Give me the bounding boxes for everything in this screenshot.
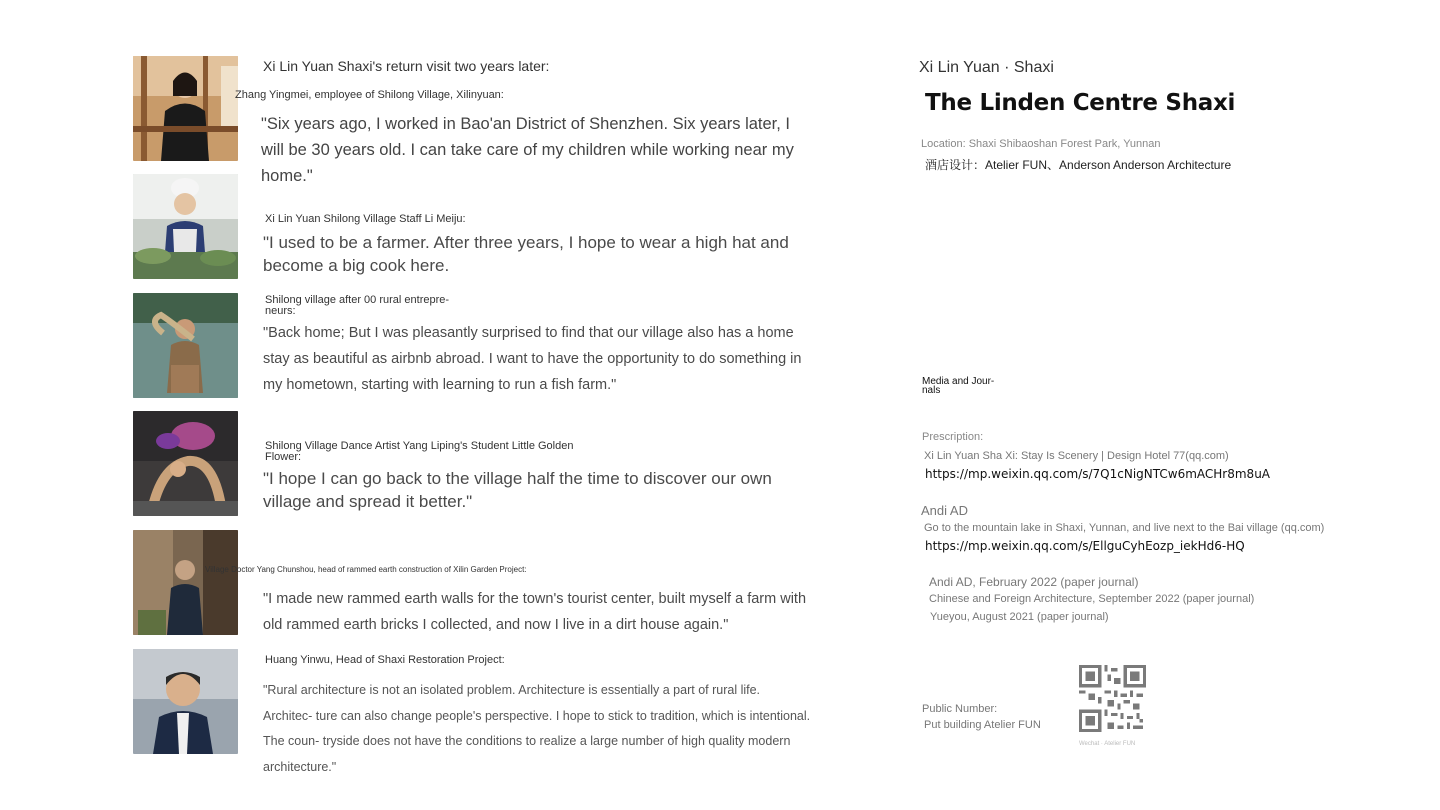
- brand-name: The Linden Centre Shaxi: [925, 90, 1236, 116]
- quote-li-meiju: "I used to be a farmer. After three years, I hope to wear a high hat and become a big cook here.: [263, 233, 789, 275]
- journal-item-1: Andi AD, February 2022 (paper journal): [929, 575, 1139, 589]
- quote-zhang-yingmei: "Six years ago, I worked in Bao'an District of Shenzhen. Six years later, I will be 30 years old. I can take care of my children while working near my home.": [261, 115, 794, 185]
- speaker-li-meiju: Xi Lin Yuan Shilong Village Staff Li Meiju:: [265, 213, 466, 225]
- portrait-photo-entrepreneur: [133, 293, 238, 398]
- qr-code-icon: [1079, 665, 1146, 732]
- journal-item-3: Yueyou, August 2021 (paper journal): [930, 611, 1109, 623]
- portrait-photo-yang-chunshou: [133, 530, 238, 635]
- quote-dancer-student: "I hope I can go back to the village half the time to discover our own village and spread it better.": [263, 469, 772, 511]
- portrait-photo-dancer: [133, 411, 238, 516]
- url-link-1[interactable]: https://mp.weixin.qq.com/s/7Q1cNigNTCw6mACHr8m8uA: [925, 467, 1271, 481]
- location-text: Location: Shaxi Shibaoshan Forest Park, Yunnan: [921, 138, 1161, 150]
- qr-caption: Wechat · Atelier FUN: [1079, 741, 1136, 747]
- journal-item-2: Chinese and Foreign Architecture, September 2022 (paper journal): [929, 593, 1255, 605]
- speaker-zhang-yingmei: Zhang Yingmei, employee of Shilong Village, Xilinyuan:: [235, 89, 504, 101]
- speaker-dancer-student: Shilong Village Dance Artist Yang Liping's Student Little Golden Flower:: [265, 440, 574, 463]
- public-number-value: Put building Atelier FUN: [924, 719, 1041, 731]
- quote-yang-chunshou: "I made new rammed earth walls for the town's tourist center, built myself a farm with old rammed earth bricks I collected, and now I live in a dirt house again.": [263, 591, 807, 633]
- quote-entrepreneur: "Back home; But I was pleasantly surprised to find that our village also has a home stay as beautiful as airbnb abroad. I want to have the opportunity to do something in my hometown, starting with learning to run a fish farm.": [263, 325, 802, 393]
- speaker-huang-yinwu: Huang Yinwu, Head of Shaxi Restoration Project:: [265, 654, 505, 666]
- quote-huang-yinwu: "Rural architecture is not an isolated problem. Architecture is essentially a part of rural life. Architec- ture can also change people's perspective. I hope to stick to tradition, which is intentional. The coun- tryside does not have the conditions to realize a large number of high quality modern architecture.": [263, 683, 811, 774]
- andi-label: Andi AD: [921, 503, 968, 518]
- article-link-1[interactable]: Xi Lin Yuan Sha Xi: Stay Is Scenery | Design Hotel 77(qq.com): [924, 450, 1229, 462]
- url-link-2[interactable]: https://mp.weixin.qq.com/s/EllguCyhEozp_iekHd6-HQ: [925, 539, 1245, 553]
- portrait-photo-huang-yinwu: [133, 649, 238, 754]
- speaker-entrepreneur: Shilong village after 00 rural entrepre- neurs:: [265, 294, 450, 317]
- media-heading: Media and Jour- nals: [922, 376, 995, 396]
- design-credit: 酒店设计：Atelier FUN、Anderson Anderson Architecture: [925, 158, 1232, 172]
- project-title: Xi Lin Yuan · Shaxi: [919, 59, 1054, 76]
- article-link-2[interactable]: Go to the mountain lake in Shaxi, Yunnan, and live next to the Bai village (qq.com): [924, 522, 1325, 534]
- portrait-photo-li-meiju: [133, 174, 238, 279]
- intro-title: Xi Lin Yuan Shaxi's return visit two years later:: [263, 58, 550, 74]
- speaker-yang-chunshou: Village Doctor Yang Chunshou, head of rammed earth construction of Xilin Garden Project:: [205, 565, 527, 574]
- prescription-label: Prescription:: [922, 431, 984, 443]
- public-number-label: Public Number:: [922, 703, 998, 715]
- portrait-photo-zhang-yingmei: [133, 56, 238, 161]
